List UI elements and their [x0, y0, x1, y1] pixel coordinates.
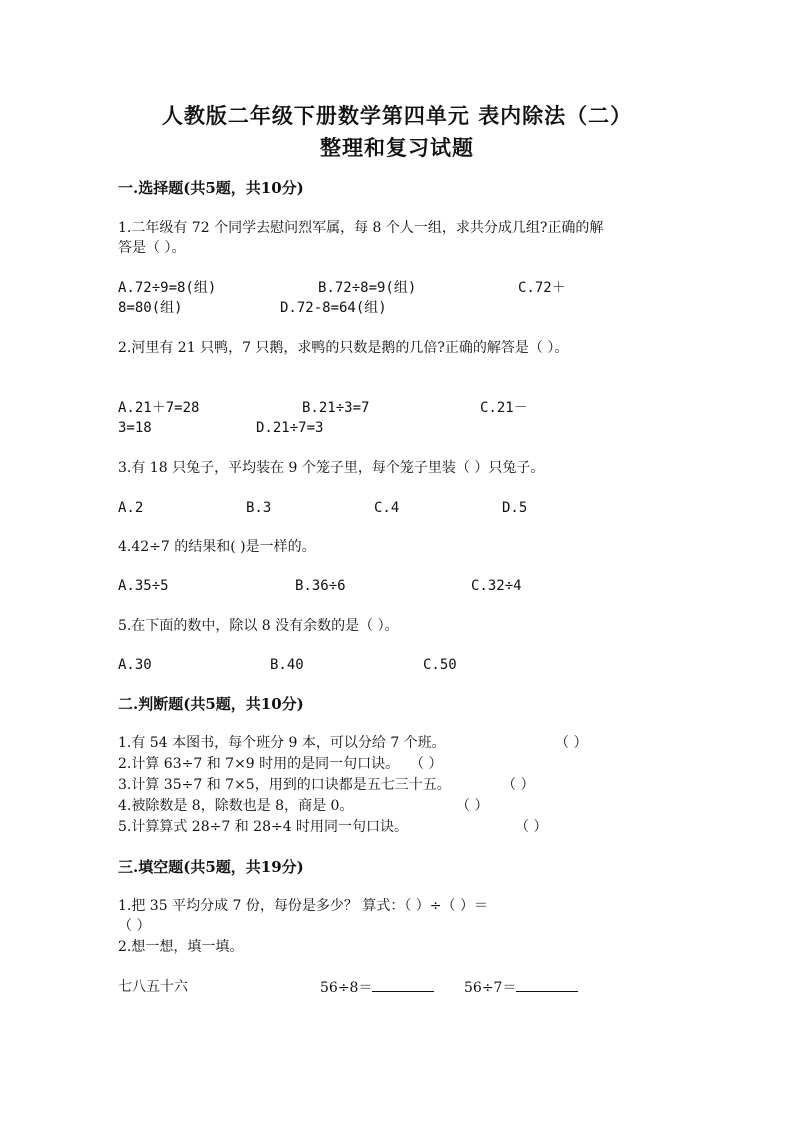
- equation-2: [464, 977, 578, 998]
- equation-1-text: 56÷8＝: [320, 980, 373, 996]
- q5-option-a: A.30: [118, 657, 152, 673]
- q2-stem: 2.河里有 21 只鸭，7 只鹅，求鸭的只数是鹅的几倍?正确的解答是（ ）。: [118, 340, 569, 356]
- q4-option-c: C.32÷4: [471, 578, 522, 594]
- q3-option-b: B.3: [246, 500, 272, 516]
- q5-option-c: C.50: [423, 657, 457, 673]
- tf-item-5: 5.计算算式 28÷7 和 28÷4 时用同一句口诀。: [118, 819, 409, 835]
- tf-answer-paren-1[interactable]: （ ）: [555, 735, 588, 751]
- fill-q1-line1: 1.把 35 平均分成 7 份，每份是多少？ 算式：（ ）÷（ ）＝: [118, 898, 488, 914]
- q1-stem-line2: 答是（ ）。: [118, 240, 186, 256]
- equation-2-text: 56÷7＝: [464, 980, 517, 996]
- fill-q1-line2[interactable]: （ ）: [118, 918, 151, 934]
- multiplication-rhyme: 七八五十六: [118, 979, 188, 995]
- q3-stem: 3.有 18 只兔子，平均装在 9 个笼子里，每个笼子里装（ ）只兔子。: [118, 460, 545, 476]
- q2-option-a: A.21＋7=28: [118, 400, 200, 416]
- equation-1: [320, 977, 434, 998]
- q1-option-c: C.72＋: [518, 280, 566, 296]
- tf-answer-paren-5[interactable]: （ ）: [515, 819, 548, 835]
- page-subtitle: 整理和复习试题: [320, 135, 474, 160]
- tf-answer-paren-4[interactable]: （ ）: [456, 798, 489, 814]
- tf-item-4: 4.被除数是 8，除数也是 8，商是 0。: [118, 798, 354, 814]
- q3-option-c: C.4: [374, 500, 400, 516]
- answer-blank-1[interactable]: [372, 977, 434, 992]
- section1-heading: 一.选择题(共5题，共10分): [118, 179, 304, 197]
- q5-stem: 5.在下面的数中，除以 8 没有余数的是（ ）。: [118, 618, 399, 634]
- section3-heading: 三.填空题(共5题，共19分): [118, 858, 304, 876]
- tf-answer-paren-3[interactable]: （ ）: [502, 777, 535, 793]
- q2-option-c-cont: 3=18: [118, 420, 152, 436]
- q1-option-c-cont: 8=80(组): [118, 300, 183, 316]
- fill-q2-stem: 2.想一想，填一填。: [118, 939, 244, 955]
- q2-option-b: B.21÷3=7: [302, 400, 370, 416]
- q5-option-b: B.40: [270, 657, 304, 673]
- page-title: 人教版二年级下册数学第四单元 表内除法（二）: [161, 103, 633, 128]
- q2-option-c: C.21－: [480, 400, 528, 416]
- q4-option-a: A.35÷5: [118, 578, 169, 594]
- tf-item-1: 1.有 54 本图书，每个班分 9 本，可以分给 7 个班。: [118, 735, 446, 751]
- q1-option-a: A.72÷9=8(组): [118, 280, 217, 296]
- q1-stem-line1: 1.二年级有 72 个同学去慰问烈军属，每 8 个人一组，求共分成几组?正确的解: [118, 220, 604, 236]
- tf-answer-paren-2[interactable]: （ ）: [410, 756, 443, 772]
- section2-heading: 二.判断题(共5题，共10分): [118, 695, 304, 713]
- answer-blank-2[interactable]: [516, 977, 578, 992]
- q4-option-b: B.36÷6: [295, 578, 346, 594]
- q2-option-d: D.21÷7=3: [256, 420, 324, 436]
- tf-item-3: 3.计算 35÷7 和 7×5，用到的口诀都是五七三十五。: [118, 777, 451, 793]
- tf-item-2: 2.计算 63÷7 和 7×9 时用的是同一句口诀。: [118, 756, 400, 772]
- q3-option-d: D.5: [502, 500, 528, 516]
- q1-option-d: D.72-8=64(组): [280, 300, 387, 316]
- q1-option-b: B.72÷8=9(组): [318, 280, 417, 296]
- q4-stem: 4.42÷7 的结果和( )是一样的。: [118, 539, 316, 555]
- q3-option-a: A.2: [118, 500, 144, 516]
